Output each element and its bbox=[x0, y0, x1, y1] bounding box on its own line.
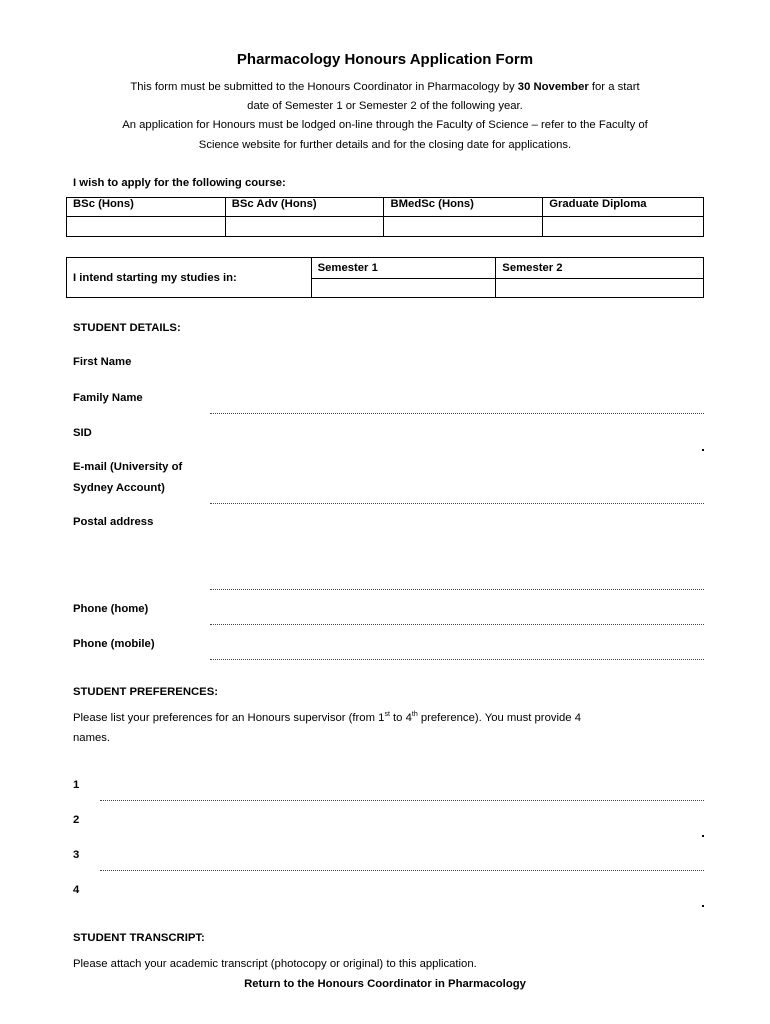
course-option-bsc-adv-hons: BSc Adv (Hons) bbox=[225, 198, 384, 217]
email-label-line-2: Sydney Account) bbox=[73, 482, 165, 494]
course-checkbox-bsc-hons[interactable] bbox=[67, 217, 226, 237]
form-title: Pharmacology Honours Application Form bbox=[236, 51, 534, 68]
postal-address-label: Postal address bbox=[73, 516, 154, 528]
sid-field[interactable] bbox=[210, 503, 704, 504]
preferences-instructions-line-2: names. bbox=[73, 732, 111, 744]
student-details-heading: STUDENT DETAILS: bbox=[73, 322, 181, 334]
start-checkbox-semester-2[interactable] bbox=[496, 279, 704, 298]
course-checkbox-graduate-diploma[interactable] bbox=[543, 217, 704, 237]
course-option-bmedsc-hons: BMedSc (Hons) bbox=[384, 198, 543, 217]
intro-line-2: date of Semester 1 or Semester 2 of the following year. bbox=[247, 100, 523, 112]
course-option-graduate-diploma: Graduate Diploma bbox=[543, 198, 704, 217]
deadline-date: 30 November bbox=[517, 81, 589, 93]
course-table bbox=[66, 197, 704, 237]
pref-text-pre: Please list your preferences for an Honours supervisor (from 1 bbox=[73, 711, 385, 724]
preference-number-4: 4 bbox=[73, 884, 80, 896]
email-label-line-1: E-mail (University of bbox=[73, 461, 183, 473]
footer-return-note: Return to the Honours Coordinator in Pharmacology bbox=[244, 978, 526, 990]
start-label: I intend starting my studies in: bbox=[67, 258, 312, 298]
intro-line-3: An application for Honours must be lodged on-line through the Faculty of Science – refer to the Faculty of bbox=[122, 119, 648, 131]
first-name-label: First Name bbox=[73, 356, 132, 368]
postal-address-field[interactable] bbox=[210, 624, 704, 625]
family-name-label: Family Name bbox=[73, 392, 143, 404]
sid-label: SID bbox=[73, 427, 92, 439]
start-option-semester-2: Semester 2 bbox=[496, 258, 704, 279]
phone-mobile-label: Phone (mobile) bbox=[73, 638, 155, 650]
pref-sup-th: th bbox=[411, 711, 418, 718]
preference-number-2: 2 bbox=[73, 814, 80, 826]
intro-line-1 bbox=[40, 78, 730, 98]
start-table bbox=[66, 257, 704, 298]
start-option-semester-1: Semester 1 bbox=[311, 258, 496, 279]
preferences-instructions-line-1 bbox=[73, 711, 581, 724]
student-preferences-heading: STUDENT PREFERENCES: bbox=[73, 686, 218, 698]
phone-home-field[interactable] bbox=[210, 659, 704, 660]
course-checkbox-bsc-adv-hons[interactable] bbox=[225, 217, 384, 237]
pref-text-mid: to 4 bbox=[389, 711, 412, 724]
preference-number-3: 3 bbox=[73, 849, 80, 861]
pref-sup-st: st bbox=[384, 711, 390, 718]
start-checkbox-semester-1[interactable] bbox=[311, 279, 496, 298]
student-transcript-heading: STUDENT TRANSCRIPT: bbox=[73, 932, 205, 944]
transcript-instructions: Please attach your academic transcript (photocopy or original) to this application. bbox=[73, 958, 477, 970]
preference-field-2-end bbox=[702, 835, 704, 837]
intro-line-1-post: for a start bbox=[588, 81, 640, 93]
email-field[interactable] bbox=[210, 589, 704, 590]
preference-field-3[interactable] bbox=[100, 870, 704, 871]
intro-line-4: Science website for further details and for the closing date for applications. bbox=[198, 139, 572, 151]
phone-home-label: Phone (home) bbox=[73, 603, 149, 615]
intro-line-1-pre: This form must be submitted to the Honours Coordinator in Pharmacology by bbox=[130, 81, 518, 93]
course-checkbox-bmedsc-hons[interactable] bbox=[384, 217, 543, 237]
preference-field-1[interactable] bbox=[100, 800, 704, 801]
course-option-bsc-hons: BSc (Hons) bbox=[67, 198, 226, 217]
preference-field-4-end bbox=[702, 905, 704, 907]
course-heading: I wish to apply for the following course: bbox=[73, 177, 286, 189]
family-name-field-end bbox=[702, 449, 704, 451]
first-name-field[interactable] bbox=[210, 413, 704, 414]
preference-number-1: 1 bbox=[73, 779, 80, 791]
pref-text-post: preference). You must provide 4 bbox=[417, 711, 581, 724]
